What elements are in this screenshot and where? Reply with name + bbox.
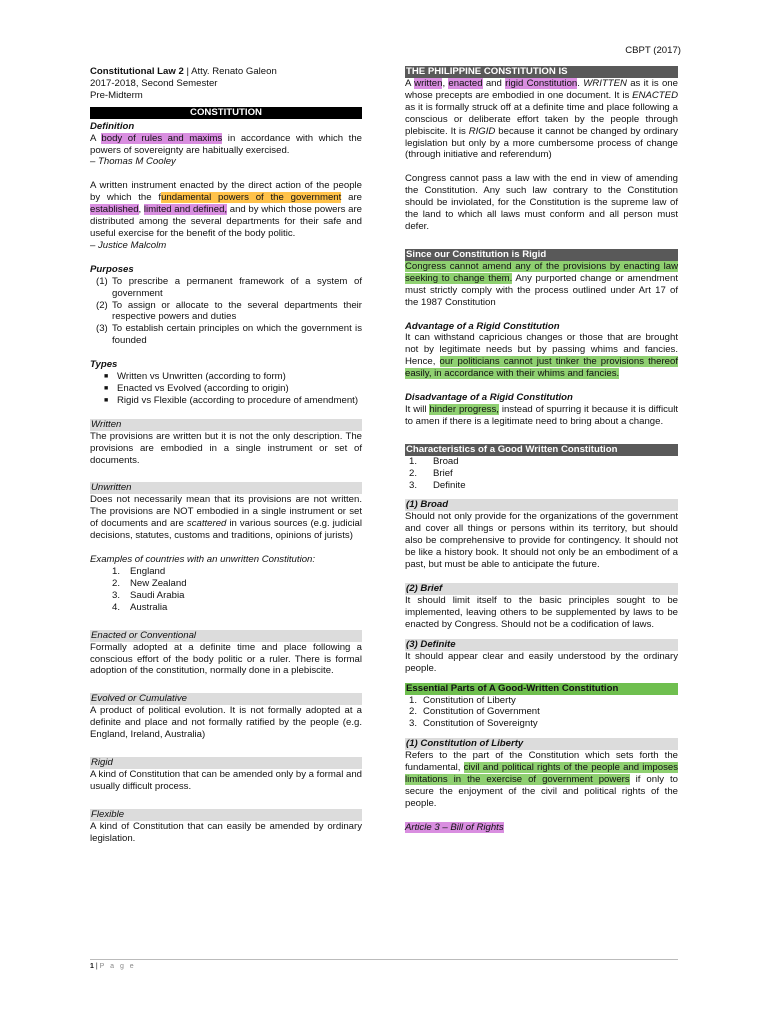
term: 2017-2018, Second Semester [90, 77, 218, 89]
course-title: Constitutional Law 2 [90, 66, 184, 77]
highlight: civil and political rights of the people and imposes limitations in the exercise of government powers [405, 762, 678, 786]
enacted-title: Enacted or Conventional [90, 630, 362, 642]
examples-list [90, 566, 362, 614]
list-item: (2) To assign or allocate to the several departments their respective powers and duties [96, 299, 362, 323]
list-item: 2. Brief [409, 467, 453, 479]
parts-title: Essential Parts of A Good-Written Constitution [405, 683, 678, 695]
course-line [90, 66, 362, 78]
liberty-title: (1) Constitution of Liberty [405, 738, 678, 750]
advantage-heading: Advantage of a Rigid Constitution [405, 320, 560, 332]
brief-title: (2) Brief [405, 583, 678, 595]
types-list [90, 371, 362, 407]
period: Pre-Midterm [90, 89, 143, 101]
list-item: (3) To establish certain principles on which the government is founded [96, 323, 362, 347]
list-item: ■ Written vs Unwritten (according to form) [104, 371, 286, 383]
list-item: 1. England [112, 566, 166, 577]
list-item: 4. Australia [112, 601, 168, 613]
highlight: written [414, 78, 443, 89]
list-item: 2. New Zealand [112, 577, 187, 589]
highlight: limited and defined, [143, 204, 228, 216]
definite-title: (3) Definite [405, 639, 678, 651]
rigid-title: Rigid [90, 757, 362, 769]
written-text: The provisions are written but it is not the only description. The provisions are embodied in a single instrument or set of documents. [90, 430, 362, 466]
definition-2-author: – Justice Malcolm [90, 239, 167, 251]
characteristics-list [405, 456, 678, 492]
section-title: CONSTITUTION [90, 107, 362, 119]
list-item: 3. Definite [409, 479, 466, 491]
list-item: (1) To prescribe a permanent framework of a system of government [96, 275, 362, 299]
article-reference: Article 3 – Bill of Rights [405, 821, 504, 833]
footer-divider [90, 959, 678, 960]
highlight: Congress cannot amend any of the provisions by enacting law seeking to change them. [405, 260, 678, 284]
purposes-heading: Purposes [90, 263, 134, 275]
left-column [90, 66, 362, 845]
right-column [405, 66, 678, 834]
flexible-title: Flexible [90, 809, 362, 821]
evolved-title: Evolved or Cumulative [90, 693, 362, 705]
page-header: CBPT (2017) [625, 45, 681, 56]
types-heading: Types [90, 359, 118, 371]
brief-text: It should limit itself to the basic principles sought to be implemented, leaving others to be supplemented by laws to be enacted by Congress. Should not be a codification of laws. [405, 595, 678, 630]
instructor: | Atty. Renato Galeon [183, 66, 277, 77]
unwritten-title: Unwritten [90, 482, 362, 494]
advantage-text: It can withstand capricious changes or those that are brought not by legitimate needs but by passing whims and fancies. Hence, our politicians cannot just tinker the provisions thereof easily, in accordance with their whims and fancies. [405, 332, 678, 380]
purposes-list [90, 276, 362, 347]
list-item: ■ Rigid vs Flexible (according to procedure of amendment) [104, 394, 359, 406]
congress-text: Congress cannot pass a law with the end in view of amending the Constitution. Any such law contrary to the Constitution should be inviolated, for the Constitution is the supreme law of the land to which all laws must conform and all person must defer. [405, 173, 678, 232]
unwritten-text: Does not necessarily mean that its provisions are not written. The provisions are NOT embodied in a single instrument or set of documents and are scattered in various sources (e.g. judicial decisions, statutes, customs and traditions, opinions of jurists) [90, 494, 363, 542]
page-number: 1 [90, 963, 94, 970]
highlight: our politicians cannot just tinker the provisions thereof easily, in accordance with their whims and fancies. [405, 356, 678, 380]
highlight: rigid Constitution [505, 78, 578, 89]
list-item: 3. Constitution of Sovereignty [409, 718, 538, 730]
rigid-text: A kind of Constitution that can be amended only by a formal and usually difficult process. [90, 769, 362, 792]
flexible-text: A kind of Constitution that can easily be amended by ordinary legislation. [90, 820, 362, 844]
page-footer: 1 | P a g e [90, 963, 136, 970]
highlight: enacted [448, 78, 483, 89]
disadvantage-text: It will hinder progress, instead of spurring it because it is difficult to amen if there is a legitimate need to bring about a change. [405, 403, 679, 427]
phil-text: A written, enacted and rigid Constitution. WRITTEN as it is one whose precepts are embodied in one document. It is ENACTED as it is formally struck off at a definite time and place following a conscious or deliberate effort taken by the people through plebiscite. It is RIGID because it cannot be changed by ordinary legislation but only by a more cumbersome process of change (through initiative and referendum) [405, 78, 678, 161]
highlight: hinder progress, [429, 403, 499, 415]
characteristics-title: Characteristics of a Good Written Constitution [405, 444, 678, 456]
definition-1: A body of rules and maxims in accordance with which the powers of sovereignty are habitually exercised. [90, 132, 362, 156]
disadvantage-heading: Disadvantage of a Rigid Constitution [405, 392, 573, 404]
list-item: ■ Enacted vs Evolved (according to origin) [104, 382, 289, 394]
evolved-text: A product of political evolution. It is not formally adopted at a definite and place and not formally ratified by the people (e.g. England, Ireland, Australia) [90, 705, 362, 741]
list-item: 3. Saudi Arabia [112, 589, 185, 601]
highlight: body of rules and maxims [101, 132, 223, 144]
examples-heading: Examples of countries with an unwritten Constitution: [90, 554, 316, 566]
parts-list [405, 695, 678, 731]
written-title: Written [90, 419, 362, 431]
bullet-icon: ■ [104, 384, 109, 392]
definite-text: It should appear clear and easily understood by the ordinary people. [405, 650, 678, 674]
list-item: 2. Constitution of Government [409, 706, 540, 718]
liberty-text: Refers to the part of the Constitution which sets forth the fundamental, civil and political rights of the people and imposes limitations in the exercise of government powers if only to secure the enjoyment of the civil and political rights of the people. [405, 750, 678, 809]
enacted-text: Formally adopted at a definite time and place following a conscious effort of the body politic or a ruler. There is formal adoption of the constitution, normally done in a plebiscite. [90, 641, 362, 677]
bullet-icon: ■ [104, 373, 109, 381]
rigid-text: Congress cannot amend any of the provisions by enacting law seeking to change them. Any purported change or amendment must strictly comply with the process outlined under Art 17 of the 1987 Constitution [405, 260, 678, 308]
definition-heading: Definition [90, 120, 135, 132]
highlight: established [90, 204, 139, 216]
highlight: undamental powers of the government [161, 192, 342, 204]
definition-2: A written instrument enacted by the direct action of the people by which the fundamental powers of the government are established, limited and defined, and by which those powers are distributed among the several departments for their safe and useful exercise for the benefit of the body politic. [90, 180, 363, 239]
list-item: 1. Broad [409, 455, 459, 467]
definition-1-author: – Thomas M Cooley [90, 156, 176, 168]
list-item: 1. Constitution of Liberty [409, 694, 516, 706]
broad-text: Should not only provide for the organizations of the government and cover all things or persons within its territory, but should also be comprehensive to provide for contingency. It should not be like a history book. It should not only be an embodiment of a past, but must be able to anticipate the future. [405, 511, 678, 571]
bullet-icon: ■ [104, 396, 109, 404]
rigid-title: Since our Constitution is Rigid [405, 249, 678, 261]
phil-title: THE PHILIPPINE CONSTITUTION IS [405, 66, 678, 78]
broad-title: (1) Broad [405, 499, 678, 511]
